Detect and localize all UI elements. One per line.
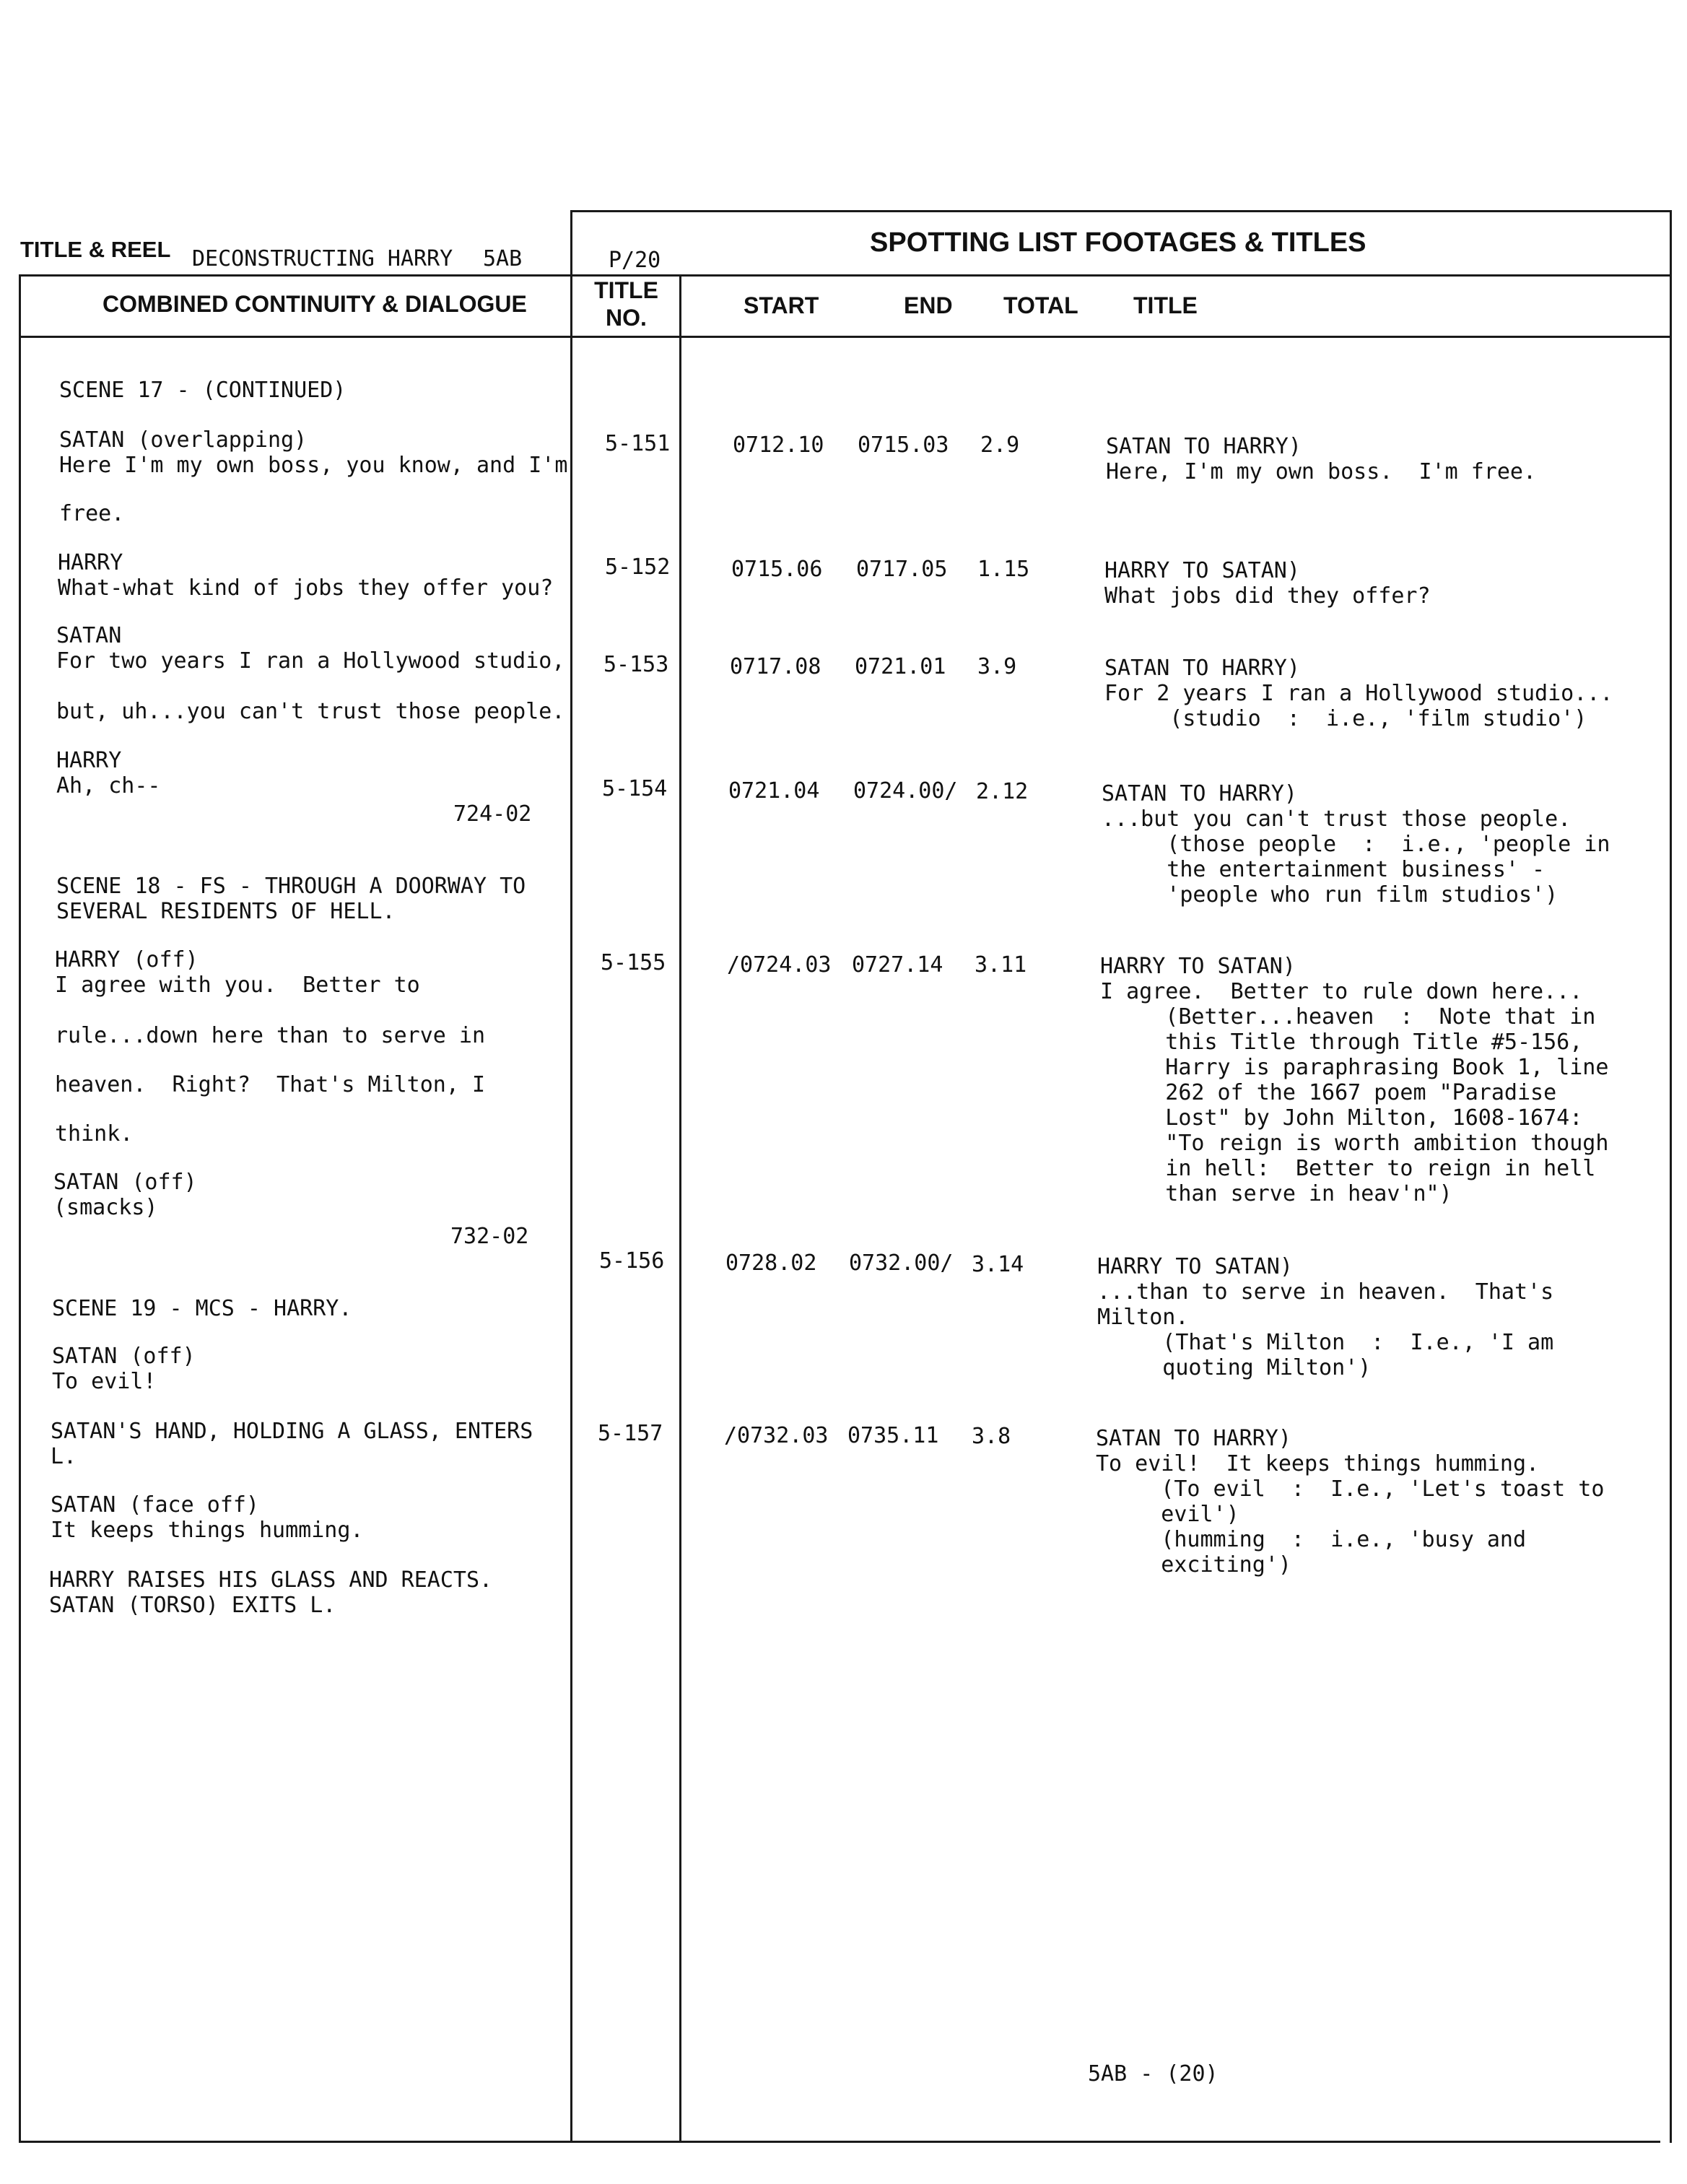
page-number: 5AB - (20) (1088, 2061, 1219, 2087)
left-border (19, 274, 21, 2143)
dialogue-continuation: but, uh...you can't trust those people. (56, 699, 565, 724)
dialogue-continuation: think. (55, 1121, 134, 1147)
continuity-column-header: COMBINED CONTINUITY & DIALOGUE (103, 291, 527, 317)
dialogue-block: SATAN (face off) It keeps things humming. (51, 1492, 364, 1543)
dialogue-block: HARRY Ah, ch-- (56, 748, 161, 799)
title-number: 5-155 (601, 950, 666, 975)
header-rule (19, 274, 1672, 277)
dialogue-block: HARRY What-what kind of jobs they offer you? (58, 550, 554, 601)
title-start: 0721.04 (728, 778, 820, 804)
subtitle-text: SATAN TO HARRY) For 2 years I ran a Hollywood studio... (studio : i.e., 'film studio') (1104, 656, 1613, 731)
title-total: 2.9 (980, 432, 1020, 458)
dialogue-continuation: heaven. Right? That's Milton, I (55, 1072, 486, 1097)
title-number: 5-157 (598, 1421, 663, 1446)
dialogue-continuation: free. (59, 501, 125, 526)
page-ref: P/20 (609, 248, 661, 273)
title-total: 3.9 (977, 654, 1017, 679)
action-line: SATAN'S HAND, HOLDING A GLASS, ENTERS L. (51, 1419, 533, 1469)
title-end: 0721.01 (855, 654, 946, 679)
title-end: 0735.11 (847, 1423, 939, 1448)
title-total: 1.15 (977, 557, 1030, 582)
title-no-column-header: TITLE NO. (594, 277, 658, 331)
dialogue-continuation: rule...down here than to serve in (55, 1023, 486, 1048)
title-total: 2.12 (976, 779, 1029, 804)
scene-heading: SCENE 19 - MCS - HARRY. (52, 1296, 352, 1321)
title-start: 0712.10 (733, 432, 824, 458)
reel-code: 5AB (483, 246, 523, 271)
subtitle-text: SATAN TO HARRY) Here, I'm my own boss. I'm free. (1106, 434, 1537, 484)
spotting-list-title: SPOTTING LIST FOOTAGES & TITLES (870, 227, 1366, 258)
footage-marker: 724-02 (453, 801, 532, 827)
bottom-border (19, 2141, 1660, 2143)
title-start: 0715.06 (731, 557, 823, 582)
action-line: HARRY RAISES HIS GLASS AND REACTS. SATAN (TORSO) EXITS L. (49, 1567, 493, 1618)
top-border (572, 210, 1672, 212)
title-column-header: TITLE (1133, 292, 1198, 318)
title-reel-value: DECONSTRUCTING HARRY (192, 246, 453, 271)
footage-marker: 732-02 (450, 1224, 529, 1249)
dialogue-block: SATAN (overlapping) Here I'm my own boss, you know, and I'm (59, 427, 568, 478)
title-number: 5-156 (599, 1248, 665, 1274)
title-number: 5-151 (605, 431, 671, 456)
scene-heading: SCENE 17 - (CONTINUED) (59, 378, 346, 403)
divider-title-no (679, 274, 681, 2143)
title-start: /0724.03 (727, 952, 832, 978)
title-end: 0717.05 (856, 557, 948, 582)
title-end: 0732.00/ (849, 1250, 954, 1276)
end-column-header: END (904, 292, 953, 318)
title-reel-label: TITLE & REEL (20, 237, 171, 262)
dialogue-block: SATAN (off) To evil! (52, 1344, 196, 1394)
subtitle-text: HARRY TO SATAN) I agree. Better to rule down here... (Better...heaven : Note that in this Title through Title #5-156, Harry is paraphrasing Book 1, line 262 of the 1667 poem "Paradise Lost" by John Milton, 1608-1674: "To reign is worth ambition though in hell: Better to reign in hell than serve in heav'n") (1100, 954, 1609, 1206)
title-number: 5-154 (602, 776, 668, 801)
title-total: 3.11 (975, 952, 1027, 978)
title-total: 3.14 (972, 1252, 1024, 1277)
subtitle-text: HARRY TO SATAN) ...than to serve in heaven. That's Milton. (That's Milton : I.e., 'I am quoting Milton') (1097, 1254, 1554, 1380)
subtitle-text: SATAN TO HARRY) To evil! It keeps things humming. (To evil : I.e., 'Let's toast to evil') (humming : i.e., 'busy and exciting') (1096, 1426, 1605, 1578)
title-total: 3.8 (972, 1424, 1011, 1449)
start-column-header: START (744, 292, 819, 318)
subtitle-text: SATAN TO HARRY) ...but you can't trust those people. (those people : i.e., 'people in the entertainment business' - 'people who run film studios') (1102, 781, 1610, 908)
divider-continuity (570, 210, 572, 2143)
title-end: 0727.14 (852, 952, 943, 978)
subheader-rule (19, 336, 1672, 338)
title-number: 5-152 (605, 554, 671, 580)
title-start: 0717.08 (730, 654, 821, 679)
title-number: 5-153 (603, 652, 669, 677)
subtitle-text: HARRY TO SATAN) What jobs did they offer? (1104, 558, 1431, 609)
right-border (1670, 210, 1672, 2143)
title-start: 0728.02 (725, 1250, 817, 1276)
dialogue-block: SATAN For two years I ran a Hollywood studio, (56, 623, 565, 674)
title-end: 0715.03 (858, 432, 949, 458)
dialogue-block: HARRY (off) I agree with you. Better to (55, 947, 420, 998)
title-start: /0732.03 (724, 1423, 829, 1448)
total-column-header: TOTAL (1003, 292, 1078, 318)
scene-heading: SCENE 18 - FS - THROUGH A DOORWAY TO SEVERAL RESIDENTS OF HELL. (56, 874, 526, 924)
dialogue-block: SATAN (off) (smacks) (53, 1170, 197, 1220)
title-end: 0724.00/ (853, 778, 958, 804)
